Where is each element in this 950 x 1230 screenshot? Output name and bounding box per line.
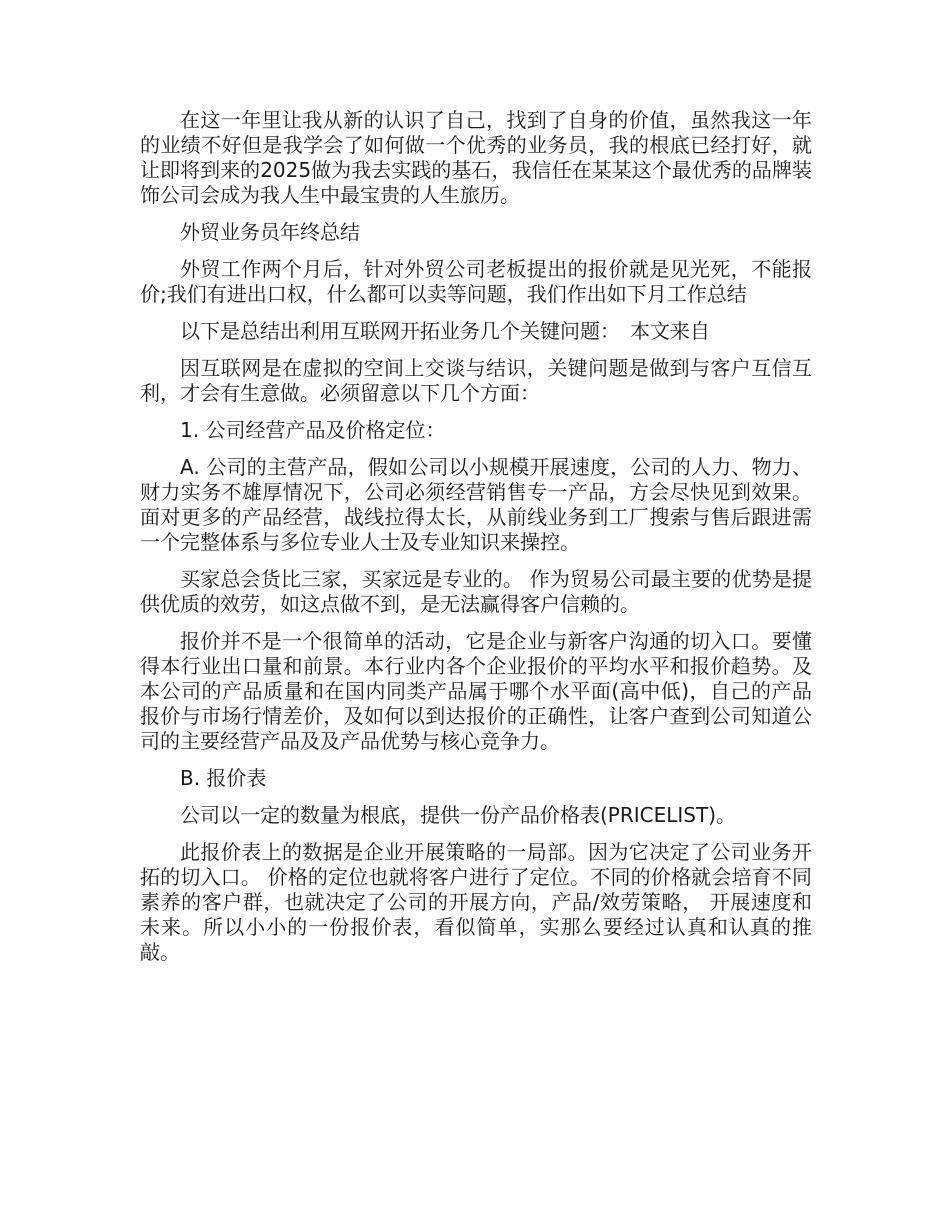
- document-page: [140, 108, 812, 977]
- paragraph-strategy: 此报价表上的数据是企业开展策略的一局部。因为它决定了公司业务开拓的切入口。 价格的定位也就将客户进行了定位。不同的价格就会培育不同素养的客户群，也就决定了公司的开展方向，产品/效劳策略， 开展速度和未来。所以小小的一份报价表，看似简单，实那么要经过认真和认真的推敲。: [140, 840, 812, 964]
- paragraph-internet: 因互联网是在虚拟的空间上交谈与结识，关键问题是做到与客户互信互利，才会有生意做。必须留意以下几个方面：: [140, 356, 812, 405]
- section-heading: 外贸业务员年终总结: [180, 220, 360, 244]
- list-heading-1: 1. 公司经营产品及价格定位：: [180, 418, 446, 442]
- list-heading-b: B. 报价表: [180, 766, 267, 790]
- paragraph-intro: 外贸工作两个月后，针对外贸公司老板提出的报价就是见光死，不能报价;我们有进出口权，什么都可以卖等问题，我们作出如下月工作总结: [140, 257, 812, 306]
- paragraph-pricelist: 公司以一定的数量为根底，提供一份产品价格表(PRICELIST)。: [180, 803, 737, 827]
- paragraph-buyers: 买家总会货比三家，买家远是专业的。 作为贸易公司最主要的优势是提供优质的效劳，如这点做不到，是无法赢得客户信赖的。: [140, 567, 812, 616]
- paragraph-a: A. 公司的主营产品，假如公司以小规模开展速度，公司的人力、物力、财力实务不雄厚情况下，公司必须经营销售专一产品，方会尽快见到效果。面对更多的产品经营，战线拉得太长，从前线业务到工厂搜索与售后跟进需一个完整体系与多位专业人士及专业知识来操控。: [140, 455, 812, 554]
- paragraph-reflection: 在这一年里让我从新的认识了自己，找到了自身的价值，虽然我这一年的业绩不好但是我学会了如何做一个优秀的业务员，我的根底已经打好，就让即将到来的2025做为我去实践的基石，我信任在某某这个最优秀的品牌装饰公司会成为我人生中最宝贵的人生旅历。: [140, 108, 812, 207]
- paragraph-key-issues: 以下是总结出利用互联网开拓业务几个关键问题： 本文来自: [180, 319, 710, 343]
- paragraph-quotation: 报价并不是一个很简单的活动，它是企业与新客户沟通的切入口。要懂得本行业出口量和前景。本行业内各个企业报价的平均水平和报价趋势。及本公司的产品质量和在国内同类产品属于哪个水平面(高中低)，自己的产品报价与市场行情差价，及如何以到达报价的正确性，让客户查到公司知道公司的主要经营产品及及产品优势与核心竞争力。: [140, 629, 812, 753]
